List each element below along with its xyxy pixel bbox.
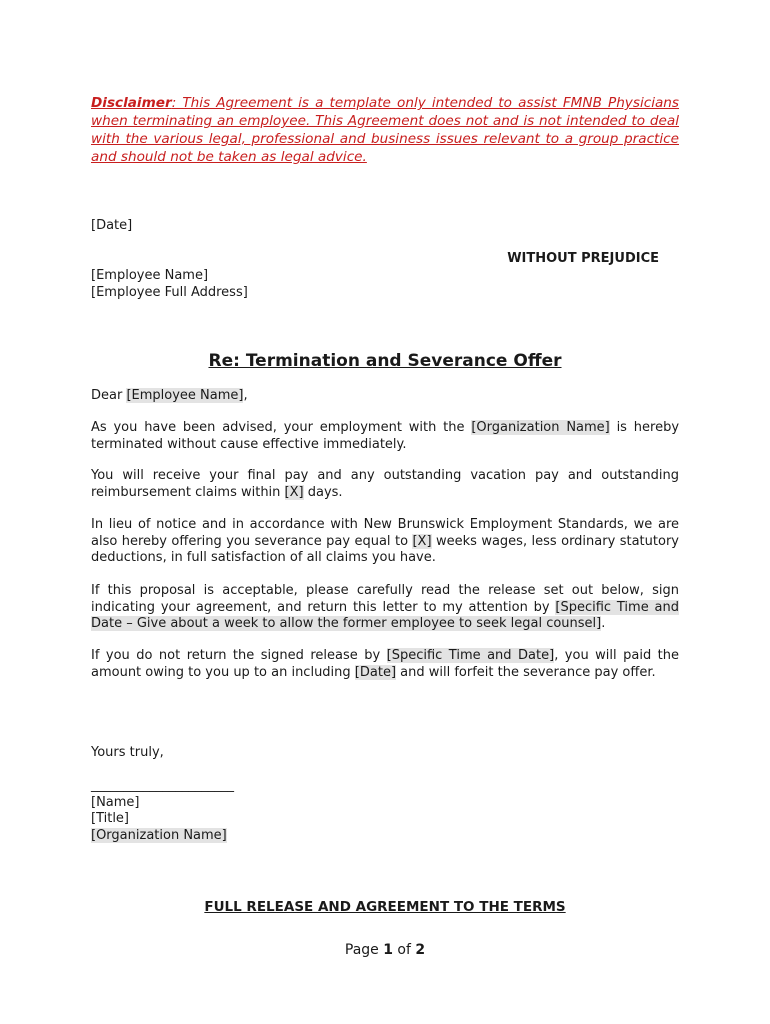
para1-text-2: is hereby terminated without cause effective immediately. (91, 420, 680, 452)
paragraph-final-pay (91, 468, 679, 501)
placeholder-date: [Date] (354, 664, 397, 680)
salutation-prefix: Dear (91, 388, 127, 403)
letter-page (91, 0, 679, 1024)
footer-page-label: Page (344, 942, 384, 958)
footer-of: of (392, 942, 416, 958)
signature-title: [Title] (91, 811, 130, 826)
disclaimer-label: Disclaimer (91, 95, 172, 111)
para3-text-1: In lieu of notice and in accordance with New Brunswick Employment Standards, we are also hereby offering you severance pay equal to (91, 517, 679, 549)
closing: Yours truly, (91, 745, 164, 760)
placeholder-employee-name: [Employee Name] (126, 388, 244, 403)
para5-text-1: If you do not return the signed release by (91, 648, 387, 663)
page-footer (0, 942, 770, 959)
disclaimer-text: : This Agreement is a template only intended to assist FMNB Physicians when terminating an employee. This Agreement does not and is not intended to deal with the various legal, professional and business issues relevant to a group practice and should not be taken as legal advice. (91, 95, 679, 165)
footer-current-page: 1 (383, 942, 393, 958)
placeholder-days: [X] (284, 484, 304, 500)
para3-text-2: weeks wages, less ordinary statutory deductions, in full satisfaction of all claims you have. (91, 533, 679, 565)
without-prejudice-label: WITHOUT PREJUDICE (507, 251, 659, 266)
paragraph-acceptance (91, 583, 679, 633)
paragraph-forfeit (91, 648, 679, 681)
paragraph-severance (91, 517, 679, 567)
para4-text-1: If this proposal is acceptable, please carefully read the release set out below, sign indicating your agreement, and return this letter to my attention by (91, 583, 679, 615)
para2-text-2: days. (303, 484, 343, 500)
signature-line: ______________________ (91, 778, 234, 793)
signature-organization: [Organization Name] (91, 827, 227, 843)
salutation (91, 388, 679, 405)
signature-block (91, 778, 679, 844)
para2-text-1: You will receive your final pay and any outstanding vacation pay and outstanding reimbursement claims within (91, 468, 679, 500)
letter-heading: Re: Termination and Severance Offer (208, 351, 562, 371)
salutation-suffix: , (243, 388, 248, 403)
signature-name: [Name] (91, 794, 140, 810)
placeholder-specific-time-date: [Specific Time and Date] (386, 648, 555, 663)
recipient-address: [Employee Full Address] (91, 284, 248, 300)
recipient-name: [Employee Name] (91, 268, 209, 283)
recipient-block (91, 268, 679, 301)
para5-text-3: and will forfeit the severance pay offer. (396, 664, 656, 680)
disclaimer (91, 94, 679, 166)
paragraph-termination (91, 420, 679, 453)
placeholder-weeks: [X] (412, 533, 432, 549)
placeholder-specific-time-date-note: [Specific Time and Date – Give about a week to allow the former employee to seek legal counsel] (91, 599, 679, 631)
para4-text-2: . (601, 616, 606, 631)
footer-total-pages: 2 (415, 942, 426, 958)
para5-text-2: , you will paid the amount owing to you up to an including (91, 648, 680, 680)
release-heading: FULL RELEASE AND AGREEMENT TO THE TERMS (204, 899, 566, 915)
letter-date: [Date] (91, 218, 133, 233)
placeholder-organization-name: [Organization Name] (471, 420, 610, 435)
para1-text-1: As you have been advised, your employment with the (91, 420, 472, 435)
